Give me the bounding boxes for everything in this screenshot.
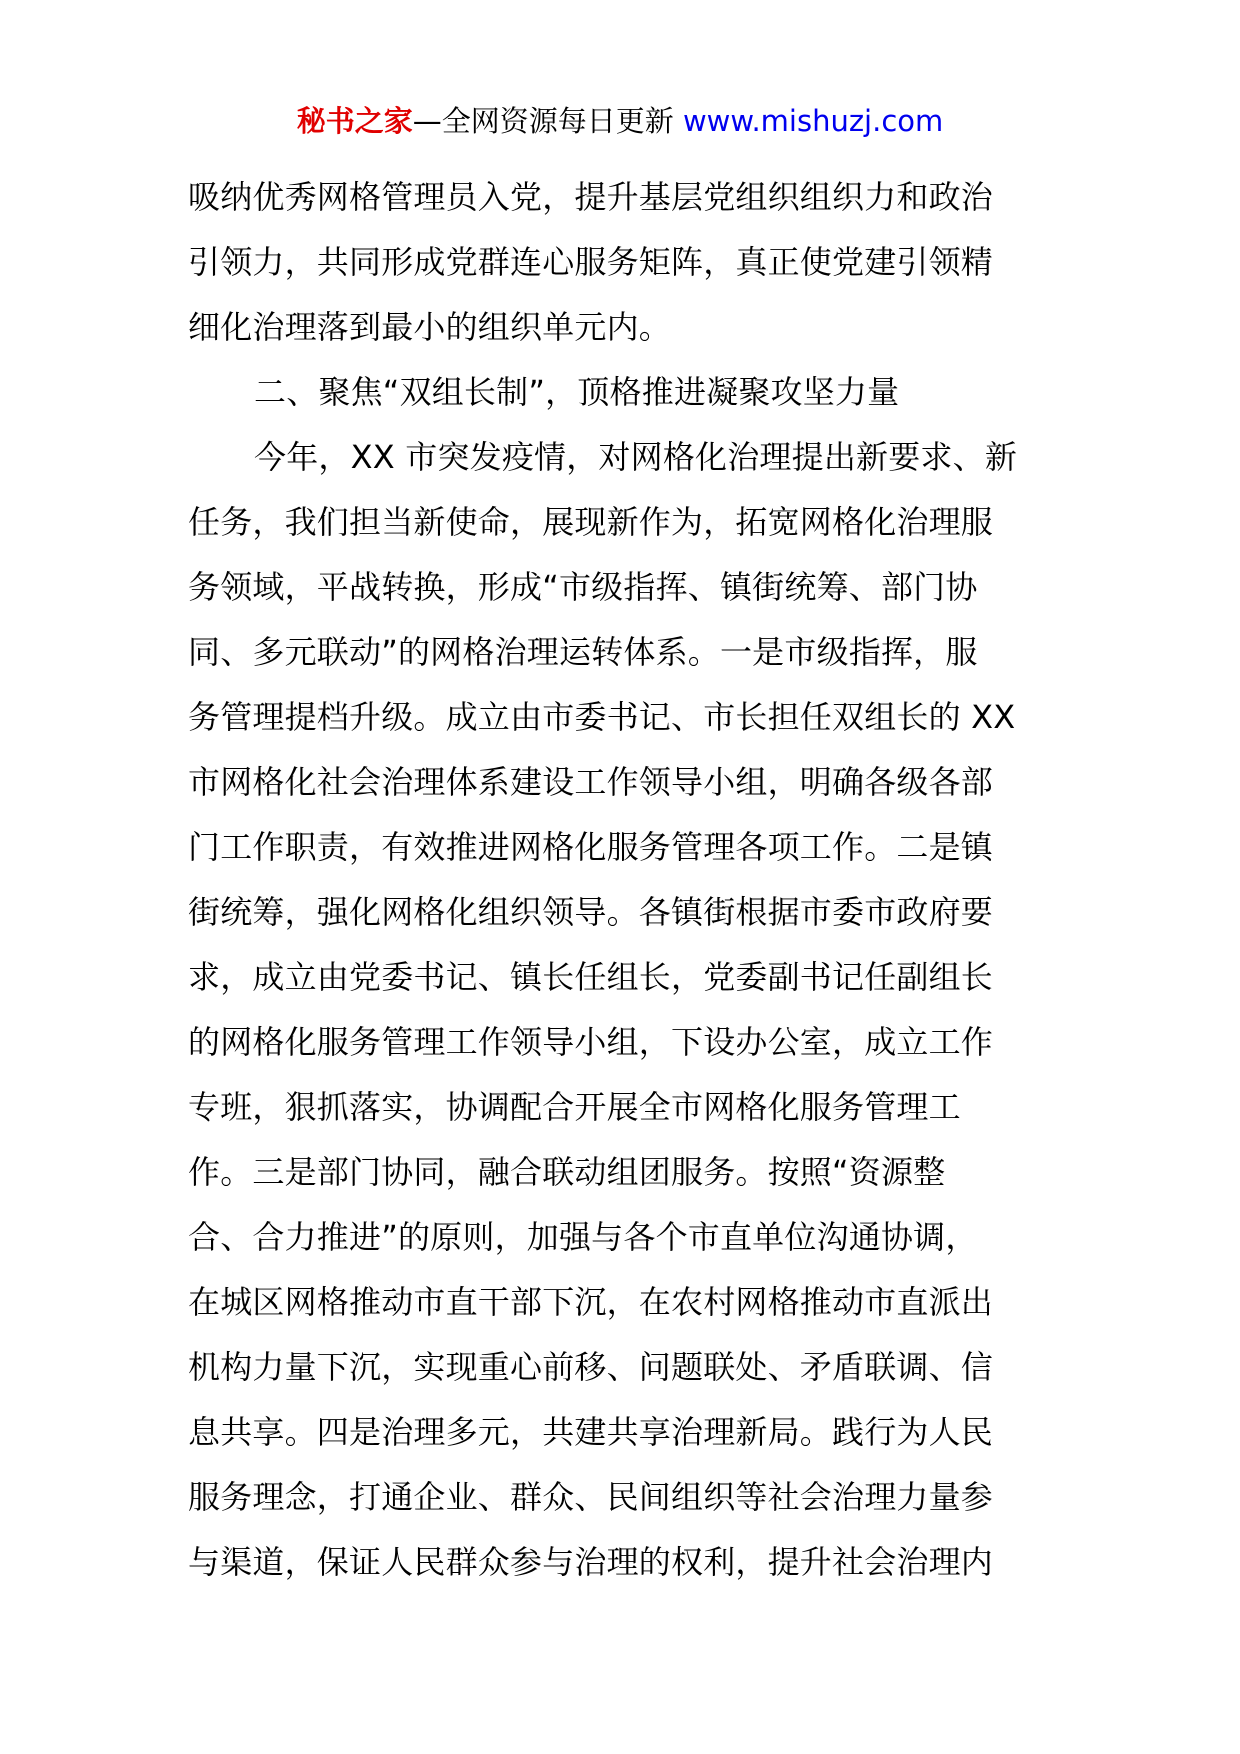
body-line: 务管理提档升级。成立由市委书记、市长担任双组长的 XX (188, 698, 1016, 736)
body-line: 门工作职责，有效推进网格化服务管理各项工作。二是镇 (188, 828, 994, 866)
document-body (188, 165, 1058, 1595)
brand-name: 秘书之家 (296, 104, 413, 138)
body-line: 合、合力推进”的原则，加强与各个市直单位沟通协调， (188, 1218, 978, 1256)
body-line: 服务理念，打通企业、群众、民间组织等社会治理力量参 (188, 1478, 994, 1516)
body-line: 息共享。四是治理多元，共建共享治理新局。践行为人民 (188, 1413, 994, 1451)
body-line: 吸纳优秀网格管理员入党，提升基层党组织组织力和政治 (188, 178, 994, 216)
body-line: 的网格化服务管理工作领导小组，下设办公室，成立工作 (188, 1023, 994, 1061)
body-line: 引领力，共同形成党群连心服务矩阵，真正使党建引领精 (188, 243, 994, 281)
body-line: 专班，狠抓落实，协调配合开展全市网格化服务管理工 (188, 1088, 961, 1126)
body-line: 求，成立由党委书记、镇长任组长，党委副书记任副组长 (188, 958, 994, 996)
body-line: 市网格化社会治理体系建设工作领导小组，明确各级各部 (188, 763, 994, 801)
header-tagline: —全网资源每日更新 (412, 104, 674, 138)
body-line: 任务，我们担当新使命，展现新作为，拓宽网格化治理服 (188, 503, 994, 541)
body-line: 务领域，平战转换，形成“市级指挥、镇街统筹、部门协 (188, 568, 978, 606)
body-line: 机构力量下沉，实现重心前移、问题联处、矛盾联调、信 (188, 1348, 994, 1386)
body-line: 今年，XX 市突发疫情，对网格化治理提出新要求、新 (254, 438, 1018, 476)
website-link[interactable]: www.mishuzj.com (682, 104, 944, 138)
body-line: 同、多元联动”的网格治理运转体系。一是市级指挥，服 (188, 633, 978, 671)
body-line: 与渠道，保证人民群众参与治理的权利，提升社会治理内 (188, 1543, 994, 1581)
body-line: 细化治理落到最小的组织单元内。 (188, 308, 672, 346)
body-line: 在城区网格推动市直干部下沉，在农村网格推动市直派出 (188, 1283, 994, 1321)
page-header (0, 101, 1240, 141)
body-line: 作。三是部门协同，融合联动组团服务。按照“资源整 (188, 1153, 946, 1191)
body-line: 街统筹，强化网格化组织领导。各镇街根据市委市政府要 (188, 893, 994, 931)
section-heading: 二、聚焦“双组长制”，顶格推进凝聚攻坚力量 (254, 373, 900, 411)
